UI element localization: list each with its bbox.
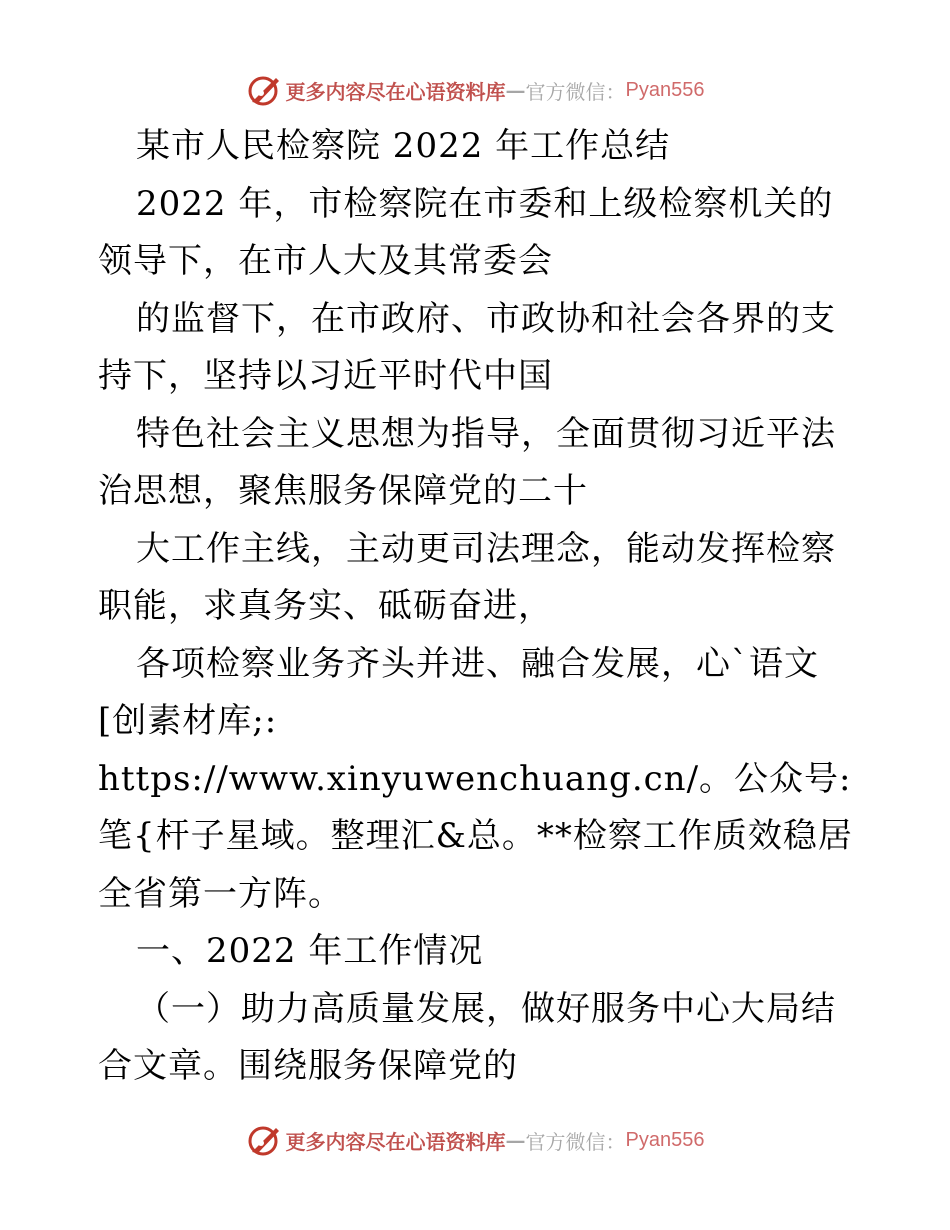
banner-separator: — bbox=[505, 78, 526, 102]
quill-logo-icon bbox=[246, 1122, 282, 1158]
paragraph: 特色社会主义思想为指导，全面贯彻习近平法治思想，聚焦服务保障党的二十 bbox=[98, 413, 836, 511]
banner-label: 官方微信： bbox=[525, 1129, 626, 1154]
banner-separator: — bbox=[505, 1128, 526, 1152]
paragraph: 的监督下，在市政府、市政协和社会各界的支持下，坚持以习近平时代中国 bbox=[98, 298, 836, 396]
banner-label: 官方微信： bbox=[525, 79, 626, 104]
banner-wechat-id: Pyan556 bbox=[625, 1128, 705, 1151]
paragraph: 各项检察业务齐头并进、融合发展，心`语文[创素材库;: https://www.xinyuwenchuang.cn/。公众号: 笔{杆子星域。整理汇&总。**检察工作质效稳居全省第一方阵。 bbox=[98, 643, 864, 914]
quill-logo-icon bbox=[246, 72, 282, 108]
subsection-heading: （一）助力高质量发展，做好服务中心大局结合文章。围绕服务保障党的 bbox=[98, 988, 836, 1086]
header-watermark-banner bbox=[0, 70, 950, 110]
document-title: 某市人民检察院 2022 年工作总结 bbox=[136, 126, 671, 166]
banner-title: 更多内容尽在心语资料库 bbox=[285, 1129, 506, 1154]
footer-watermark-banner bbox=[0, 1120, 950, 1160]
paragraph: 2022 年，市检察院在市委和上级检察机关的领导下，在市人大及其常委会 bbox=[98, 183, 834, 281]
banner-wechat-id: Pyan556 bbox=[625, 78, 705, 101]
document-body bbox=[98, 118, 864, 1096]
paragraph: 大工作主线，主动更司法理念，能动发挥检察职能，求真务实、砥砺奋进， bbox=[98, 528, 836, 626]
banner-title: 更多内容尽在心语资料库 bbox=[285, 79, 506, 104]
section-heading: 一、2022 年工作情况 bbox=[136, 931, 484, 971]
